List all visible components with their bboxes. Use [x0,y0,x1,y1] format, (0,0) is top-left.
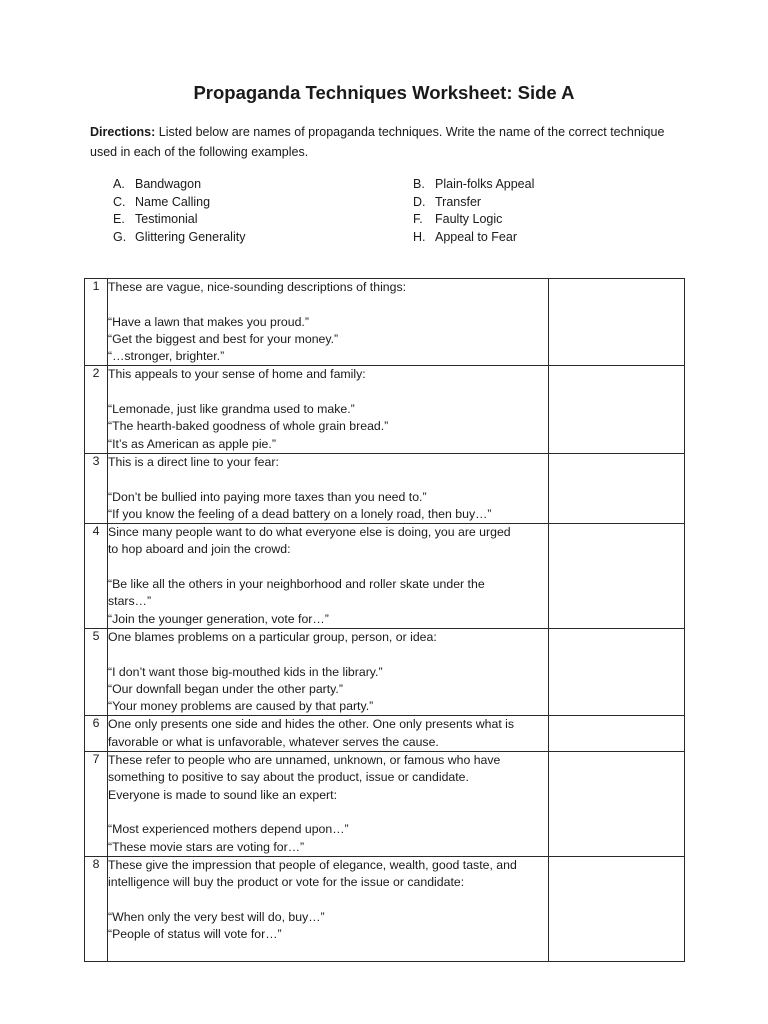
option-name: Bandwagon [135,177,202,191]
row-description [108,524,549,629]
row-description [108,752,549,857]
description-line: These give the impression that people of elegance, wealth, good taste, and [108,857,517,872]
answer-cell[interactable] [549,628,685,715]
description-line: This appeals to your sense of home and family: [108,367,366,382]
row-number: 6 [85,716,108,752]
option-letter: G. [113,229,127,244]
table-row [85,716,685,752]
technique-option [113,176,245,194]
technique-option [113,194,245,212]
description-line: “…stronger, brighter.” [108,349,225,364]
row-number: 1 [85,279,108,366]
row-description [108,366,549,453]
option-letter: F. [413,212,423,226]
description-line: “Get the biggest and best for your money.” [108,331,339,346]
description-line: “These movie stars are voting for…” [108,839,305,854]
answer-cell[interactable] [549,279,685,366]
description-line: “Our downfall began under the other party.” [108,681,343,696]
row-number: 3 [85,453,108,523]
table-row [85,628,685,715]
answer-cell[interactable] [549,453,685,523]
description-line: to hop aboard and join the crowd: [108,542,291,557]
table-row [85,366,685,453]
row-number: 5 [85,628,108,715]
description-line: “I don’t want those big-mouthed kids in the library.” [108,664,383,679]
description-line: “Don’t be bullied into paying more taxes than you need to.” [108,489,427,504]
answer-cell[interactable] [549,366,685,453]
table-row [85,524,685,629]
directions-label: Directions: [90,125,156,139]
description-line: “Most experienced mothers depend upon…” [108,822,349,837]
row-description [108,716,549,752]
option-letter: D. [413,194,426,209]
description-line: “The hearth-baked goodness of whole grain bread.” [108,419,389,434]
table-row [85,856,685,961]
option-name: Testimonial [135,212,198,226]
row-description [108,628,549,715]
option-name: Appeal to Fear [435,229,517,244]
technique-list-right [413,176,534,246]
description-line: favorable or what is unfavorable, whatever serves the cause. [108,734,439,749]
description-line: stars…” [108,594,152,609]
technique-option [413,229,534,247]
option-letter: B. [413,177,425,191]
row-number: 4 [85,524,108,629]
row-number: 7 [85,752,108,857]
table-row [85,453,685,523]
answer-cell[interactable] [549,856,685,961]
description-line: intelligence will buy the product or vote for the issue or candidate: [108,875,465,890]
description-line [108,646,548,663]
description-line [108,804,548,821]
description-line: One blames problems on a particular group, person, or idea: [108,629,437,644]
description-line [108,384,548,401]
description-line: These refer to people who are unnamed, unknown, or famous who have [108,753,501,768]
technique-option [413,211,534,229]
description-line [108,296,548,313]
row-number: 2 [85,366,108,453]
description-line: “Your money problems are caused by that party.” [108,699,374,714]
option-name: Glittering Generality [135,229,246,244]
description-line [108,943,548,960]
description-line: “People of status will vote for…” [108,926,282,941]
technique-option [113,229,245,247]
description-line: Since many people want to do what everyone else is doing, you are urged [108,525,511,540]
option-name: Transfer [435,194,482,209]
technique-option [413,176,534,194]
description-line [108,891,548,908]
description-line: something to positive to say about the product, issue or candidate. [108,770,469,785]
technique-list-left [113,176,245,246]
option-name: Name Calling [135,194,211,209]
directions-line-1: Listed below are names of propaganda techniques. Write the name of the correct technique [155,125,665,139]
examples-table [84,278,685,962]
row-description [108,453,549,523]
row-number: 8 [85,856,108,961]
technique-option [113,211,245,229]
row-description [108,856,549,961]
option-letter: H. [413,229,426,244]
worksheet-title: Propaganda Techniques Worksheet: Side A [193,82,575,103]
description-line: “Join the younger generation, vote for…” [108,611,329,626]
description-line: “Lemonade, just like grandma used to make.” [108,402,355,417]
option-letter: A. [113,177,125,191]
description-line: One only presents one side and hides the other. One only presents what is [108,717,515,732]
description-line [108,471,548,488]
option-name: Plain-folks Appeal [435,177,535,191]
directions-line-2: used in each of the following examples. [90,145,309,159]
description-line: This is a direct line to your fear: [108,454,279,469]
option-name: Faulty Logic [435,212,503,226]
answer-cell[interactable] [549,752,685,857]
description-line: “If you know the feeling of a dead battery on a lonely road, then buy…” [108,506,492,521]
description-line: “Have a lawn that makes you proud.” [108,314,309,329]
description-line [108,559,548,576]
description-line: These are vague, nice-sounding descriptions of things: [108,280,407,294]
description-line: “Be like all the others in your neighborhood and roller skate under the [108,577,485,592]
row-description [108,279,549,366]
table-row [85,279,685,366]
answer-cell[interactable] [549,524,685,629]
directions-text [90,122,690,162]
option-letter: E. [113,212,125,226]
description-line: Everyone is made to sound like an expert: [108,787,337,802]
answer-cell[interactable] [549,716,685,752]
description-line: “It’s as American as apple pie.” [108,436,276,451]
option-letter: C. [113,194,126,209]
description-line: “When only the very best will do, buy…” [108,909,325,924]
technique-option [413,194,534,212]
table-row [85,752,685,857]
